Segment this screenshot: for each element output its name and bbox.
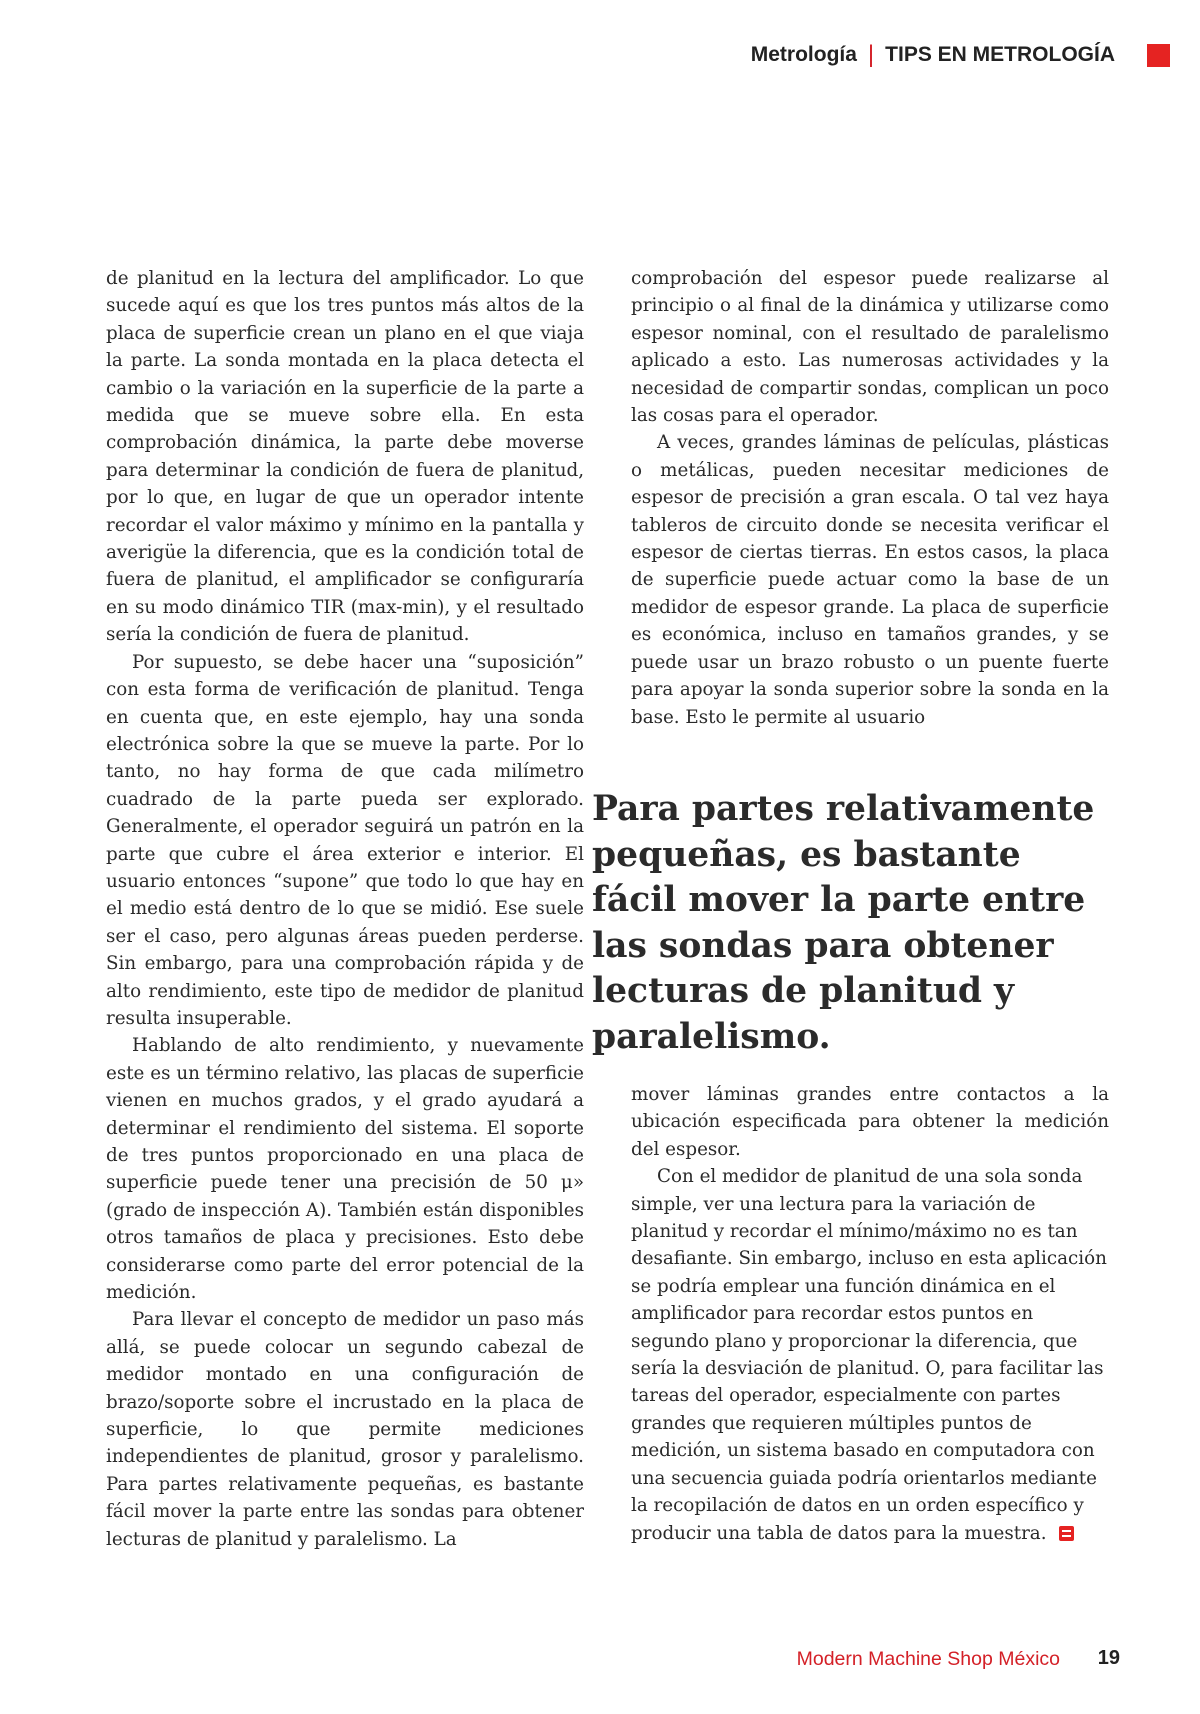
- section-label: Metrología: [750, 43, 857, 66]
- article-left-column: [106, 265, 584, 1553]
- paragraph: Por supuesto, se debe hacer una “suposición” con esta forma de verificación de planitud. Tenga en cuenta que, en este ejemplo, hay una sonda electrónica sobre la que se mueve la parte. Por lo tanto, no hay forma de que cada milímetro cuadrado de la parte pueda ser explorado. Generalmente, el operador seguirá un patrón en la parte que cubre el área exterior e interior. El usuario entonces “supone” que todo lo que hay en el medio está dentro de lo que se midió. Ese suele ser el caso, pero algunas áreas pueden perderse. Sin embargo, para una comprobación rápida y de alto rendimiento, este tipo de medidor de planitud resulta insuperable.: [106, 651, 584, 1029]
- red-square-icon: [1147, 44, 1170, 67]
- paragraph-text: Con el medidor de planitud de una sola sonda simple, ver una lectura para la variación de planitud y recordar el mínimo/máximo no es tan desafiante. Sin embargo, incluso en esta aplicación se podría emplear una función dinámica en el amplificador para recordar estos puntos en segundo plano y proporcionar la diferencia, que sería la desviación de planitud. O, para facilitar las tareas del operador, especialmente con partes grandes que requieren múltiples puntos de medición, un sistema basado en computadora con una secuencia guiada podría orientarlos mediante la recopilación de datos en un orden específico y producir una tabla de datos para la muestra.: [631, 1166, 1107, 1544]
- page-number: 19: [1097, 1647, 1120, 1669]
- topic-label: TIPS EN METROLOGÍA: [885, 43, 1115, 66]
- publication-name: Modern Machine Shop México: [796, 1648, 1060, 1670]
- article-right-column-bottom: [631, 1081, 1109, 1547]
- pull-quote: Para partes relativamente pequeñas, es bastante fácil mover la parte entre las sondas para obtener lecturas de planitud y paralelismo.: [592, 789, 1095, 1057]
- paragraph: A veces, grandes láminas de películas, plásticas o metálicas, pueden necesitar mediciones de espesor de precisión a gran escala. O tal vez haya tableros de circuito donde se necesita verificar el espesor de ciertas tierras. En estos casos, la placa de superficie puede actuar como la base de un medidor de espesor grande. La placa de superficie es económica, incluso en tamaños grandes, y se puede usar un brazo robusto o un puente fuerte para apoyar la sonda superior sobre la sonda en la base. Esto le permite al usuario: [631, 432, 1109, 728]
- paragraph: [631, 1163, 1109, 1547]
- article-right-column-top: [631, 265, 1109, 731]
- paragraph: comprobación del espesor puede realizarse al principio o al final de la dinámica y utilizarse como espesor nominal, con el resultado de paralelismo aplicado a esto. Las numerosas actividades y la necesidad de compartir sondas, complican un poco las cosas para el operador.: [631, 268, 1109, 427]
- paragraph: Hablando de alto rendimiento, y nuevamente este es un término relativo, las placas de superficie vienen en muchos grados, y el grado ayudará a determinar el rendimiento del sistema. El soporte de tres puntos proporcionado en una placa de superficie puede tener una precisión de 50 μ» (grado de inspección A). También están disponibles otros tamaños de placa y precisiones. Esto debe considerarse como parte del error potencial de la medición.: [106, 1035, 584, 1304]
- header-separator: |: [867, 41, 875, 68]
- paragraph: de planitud en la lectura del amplificador. Lo que sucede aquí es que los tres puntos más altos de la placa de superficie crean un plano en el que viaja la parte. La sonda montada en la placa detecta el cambio o la variación en la superficie de la parte a medida que se mueve sobre ella. En esta comprobación dinámica, la parte debe moverse para determinar la condición de fuera de planitud, por lo que, en lugar de que un operador intente recordar el valor máximo y mínimo en la pantalla y averigüe la diferencia, que es la condición total de fuera de planitud, el amplificador se configuraría en su modo dinámico TIR (max-min), y el resultado sería la condición de fuera de planitud.: [106, 268, 584, 646]
- page-header: [751, 40, 1170, 70]
- paragraph: Para llevar el concepto de medidor un paso más allá, se puede colocar un segundo cabezal de medidor montado en una configuración de brazo/soporte sobre el incrustado en la placa de superficie, lo que permite mediciones independientes de planitud, grosor y paralelismo. Para partes relativamente pequeñas, es bastante fácil mover la parte entre las sondas para obtener lecturas de planitud y paralelismo. La: [106, 1309, 584, 1550]
- article-end-icon: [1059, 1526, 1074, 1541]
- paragraph: mover láminas grandes entre contactos a la ubicación especificada para obtener la medición del espesor.: [631, 1084, 1109, 1160]
